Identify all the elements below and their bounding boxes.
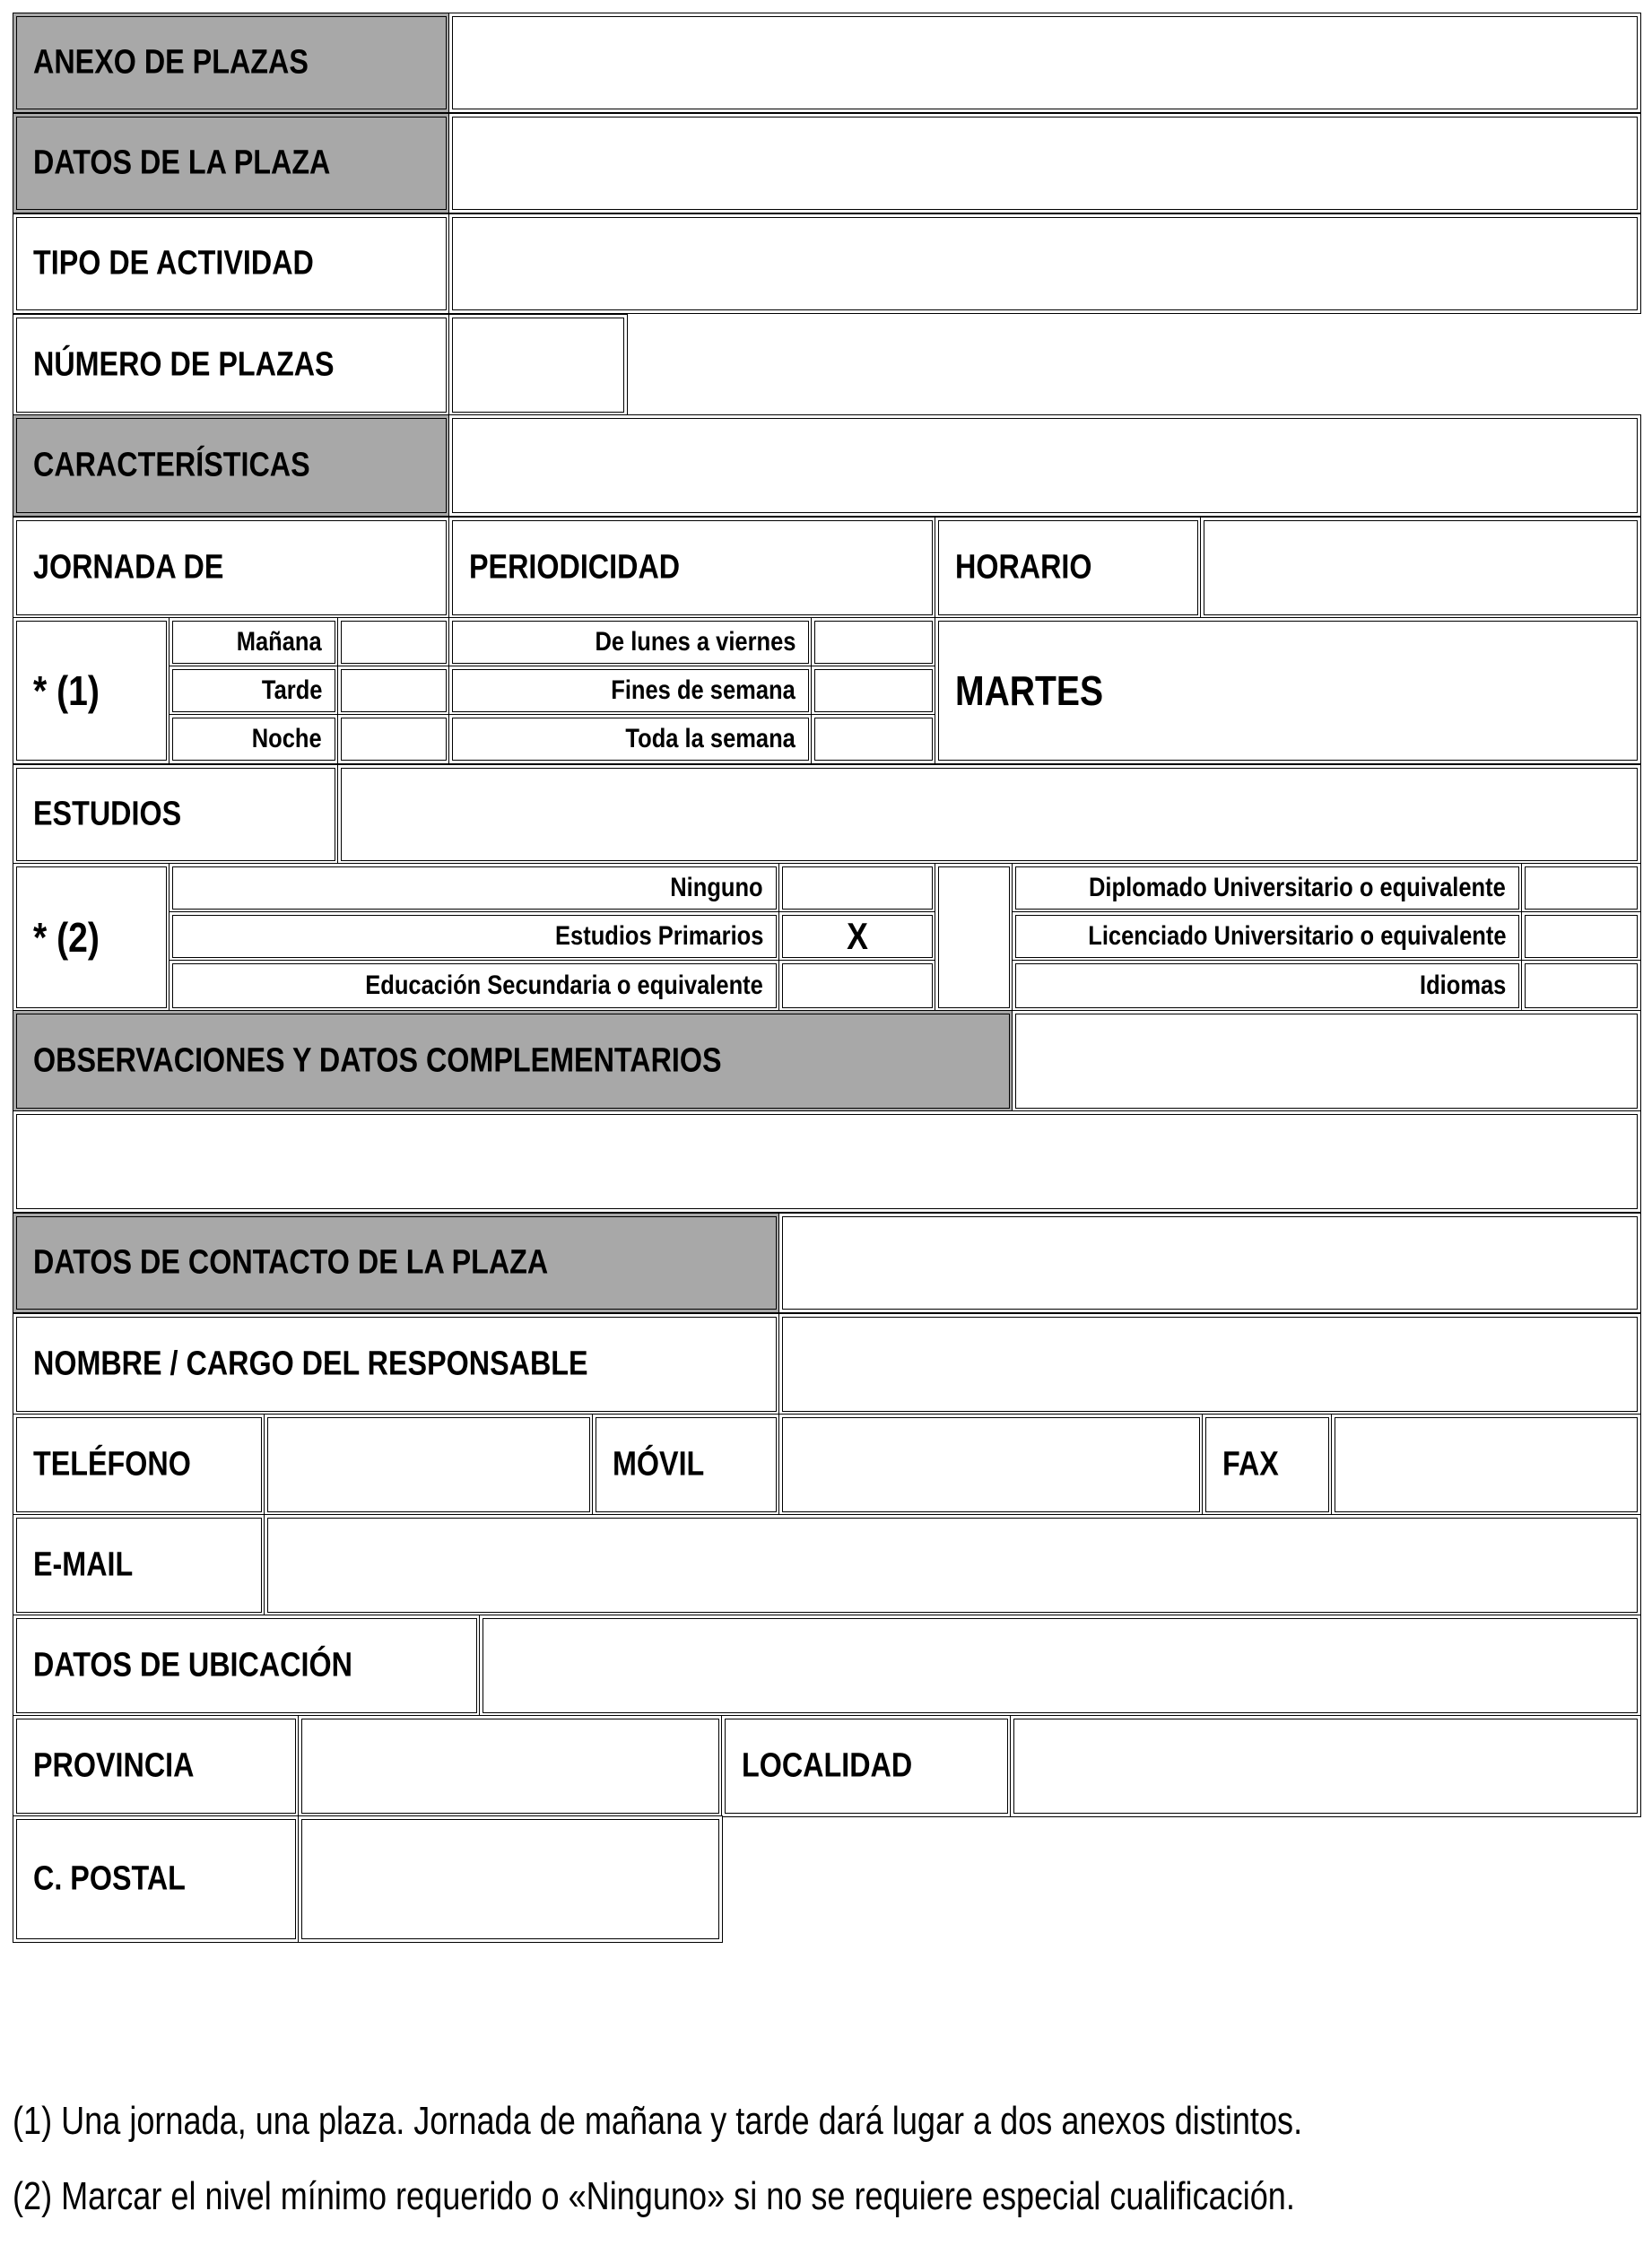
- periodicidad-option-toda-semana-label: Toda la semana: [625, 724, 796, 753]
- estudios-label: ESTUDIOS: [33, 795, 182, 833]
- caracteristicas-value-cell: [448, 414, 1641, 517]
- numero-plazas-label-cell: [13, 314, 450, 416]
- localidad-label-cell: [721, 1715, 1012, 1817]
- periodicidad-option-fines-semana-label: Fines de semana: [611, 675, 796, 705]
- responsable-label: NOMBRE / CARGO DEL RESPONSABLE: [33, 1345, 588, 1383]
- periodicidad-checkbox-fines-semana[interactable]: [811, 666, 936, 716]
- telefono-field[interactable]: [264, 1414, 594, 1516]
- estudios-checkbox-primarios[interactable]: [778, 911, 936, 962]
- estudios-spacer-cell: [935, 863, 1013, 1012]
- estudios-option-licenciado-label: Licenciado Universitario o equivalente: [1087, 921, 1506, 951]
- estudios-label-cell: [13, 764, 339, 865]
- provincia-label-cell: [13, 1715, 300, 1817]
- estudios-option-secundaria: [169, 960, 780, 1012]
- anexo-value-cell: [448, 13, 1641, 113]
- email-field[interactable]: [264, 1514, 1641, 1616]
- email-label: E-MAIL: [33, 1545, 134, 1584]
- jornada-checkbox-tarde[interactable]: [337, 666, 450, 716]
- horario-label-cell: [935, 517, 1202, 619]
- anexo-title: ANEXO DE PLAZAS: [33, 43, 309, 82]
- observaciones-field[interactable]: [13, 1110, 1641, 1213]
- movil-label-cell: [592, 1414, 780, 1516]
- estudios-option-ninguno: [169, 863, 780, 913]
- periodicidad-option-fines-semana: [448, 666, 813, 716]
- fax-field[interactable]: [1331, 1414, 1641, 1516]
- contacto-title: DATOS DE CONTACTO DE LA PLAZA: [33, 1243, 549, 1282]
- estudios-option-diplomado: [1012, 863, 1523, 913]
- periodicidad-option-toda-semana: [448, 714, 813, 764]
- estudios-mark-primarios: X: [847, 915, 868, 957]
- fax-label: FAX: [1222, 1445, 1279, 1484]
- estudios-option-ninguno-label: Ninguno: [670, 873, 763, 902]
- cpostal-label: C. POSTAL: [33, 1859, 186, 1898]
- cpostal-label-cell: [13, 1815, 300, 1943]
- telefono-label-cell: [13, 1414, 265, 1516]
- footnote-2: (2) Marcar el nivel mínimo requerido o «Ninguno» si no se requiere especial cualificación.: [13, 2174, 1295, 2218]
- estudios-value-cell: [337, 764, 1641, 865]
- periodicidad-checkbox-toda-semana[interactable]: [811, 714, 936, 764]
- caracteristicas-title: CARACTERÍSTICAS: [33, 446, 310, 484]
- footnote-1: (1) Una jornada, una plaza. Jornada de mañana y tarde dará lugar a dos anexos distintos.: [13, 2099, 1303, 2143]
- observaciones-side-cell: [1012, 1010, 1641, 1112]
- estudios-option-licenciado: [1012, 911, 1523, 962]
- estudios-note: * (2): [33, 914, 100, 961]
- periodicidad-checkbox-lunes-viernes[interactable]: [811, 617, 936, 667]
- telefono-label: TELÉFONO: [33, 1445, 191, 1484]
- responsable-label-cell: [13, 1313, 780, 1415]
- contacto-side-cell: [778, 1213, 1641, 1313]
- caracteristicas-header-cell: [13, 414, 450, 517]
- jornada-note: * (1): [33, 667, 100, 714]
- estudios-option-primarios: [169, 911, 780, 962]
- periodicidad-option-lunes-viernes-label: De lunes a viernes: [595, 627, 796, 657]
- numero-plazas-field[interactable]: [448, 314, 628, 416]
- movil-field[interactable]: [778, 1414, 1204, 1516]
- estudios-checkbox-diplomado[interactable]: [1521, 863, 1641, 913]
- tipo-actividad-label: TIPO DE ACTIVIDAD: [33, 244, 314, 283]
- anexo-header-cell: [13, 13, 450, 113]
- jornada-note-cell: [13, 617, 170, 764]
- localidad-label: LOCALIDAD: [742, 1746, 913, 1785]
- periodicidad-label-cell: [448, 517, 936, 619]
- localidad-field[interactable]: [1010, 1715, 1641, 1817]
- jornada-option-manana: [169, 617, 339, 667]
- horario-label: HORARIO: [955, 548, 1092, 587]
- jornada-checkbox-manana[interactable]: [337, 617, 450, 667]
- periodicidad-option-lunes-viernes: [448, 617, 813, 667]
- provincia-label: PROVINCIA: [33, 1746, 195, 1785]
- observaciones-title: OBSERVACIONES Y DATOS COMPLEMENTARIOS: [33, 1041, 722, 1080]
- horario-extra-cell: [1200, 517, 1641, 619]
- ubicacion-field[interactable]: [479, 1615, 1641, 1717]
- ubicacion-label: DATOS DE UBICACIÓN: [33, 1646, 352, 1684]
- movil-label: MÓVIL: [613, 1445, 705, 1484]
- estudios-option-secundaria-label: Educación Secundaria o equivalente: [365, 971, 763, 1000]
- observaciones-header-cell: [13, 1010, 1013, 1112]
- datos-plaza-header-cell: [13, 113, 450, 213]
- tipo-actividad-field[interactable]: [448, 213, 1641, 314]
- periodicidad-label: PERIODICIDAD: [469, 548, 681, 587]
- ubicacion-label-cell: [13, 1615, 481, 1717]
- estudios-option-idiomas-label: Idiomas: [1419, 971, 1506, 1000]
- estudios-checkbox-idiomas[interactable]: [1521, 960, 1641, 1012]
- jornada-label: JORNADA DE: [33, 548, 224, 587]
- jornada-checkbox-noche[interactable]: [337, 714, 450, 764]
- jornada-option-tarde-label: Tarde: [261, 675, 322, 705]
- fax-label-cell: [1202, 1414, 1333, 1516]
- jornada-label-cell: [13, 517, 450, 619]
- datos-plaza-title: DATOS DE LA PLAZA: [33, 144, 331, 182]
- cpostal-field[interactable]: [298, 1815, 723, 1943]
- contacto-header-cell: [13, 1213, 780, 1313]
- tipo-actividad-label-cell: [13, 213, 450, 314]
- estudios-note-cell: [13, 863, 170, 1012]
- jornada-option-tarde: [169, 666, 339, 716]
- horario-field[interactable]: [935, 617, 1641, 764]
- horario-value: MARTES: [955, 667, 1104, 714]
- estudios-checkbox-secundaria[interactable]: [778, 960, 936, 1012]
- jornada-option-noche-label: Noche: [252, 724, 322, 753]
- estudios-option-idiomas: [1012, 960, 1523, 1012]
- numero-plazas-label: NÚMERO DE PLAZAS: [33, 345, 335, 384]
- email-label-cell: [13, 1514, 265, 1616]
- jornada-option-manana-label: Mañana: [237, 627, 322, 657]
- estudios-option-diplomado-label: Diplomado Universitario o equivalente: [1089, 873, 1506, 902]
- datos-plaza-value-cell: [448, 113, 1641, 213]
- provincia-field[interactable]: [298, 1715, 723, 1817]
- estudios-checkbox-licenciado[interactable]: [1521, 911, 1641, 962]
- responsable-field[interactable]: [778, 1313, 1641, 1415]
- estudios-option-primarios-label: Estudios Primarios: [554, 921, 763, 951]
- jornada-option-noche: [169, 714, 339, 764]
- estudios-checkbox-ninguno[interactable]: [778, 863, 936, 913]
